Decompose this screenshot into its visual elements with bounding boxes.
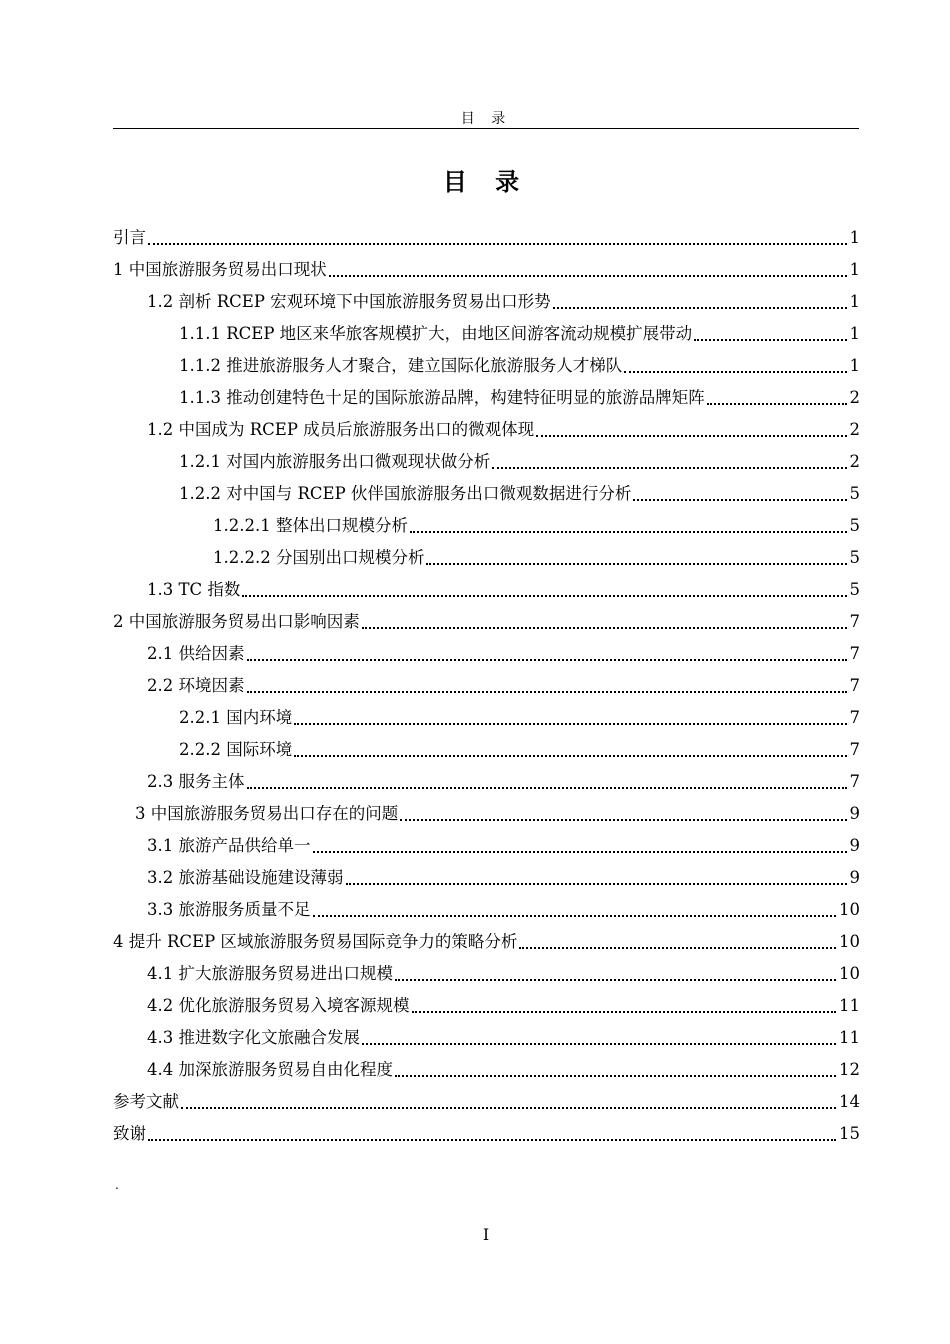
- toc-dot-leader: [148, 243, 847, 245]
- toc-entry[interactable]: [113, 734, 860, 766]
- toc-entry[interactable]: [113, 958, 860, 990]
- table-of-contents: [113, 222, 860, 1150]
- toc-entry-label: 2.3 服务主体: [147, 772, 245, 791]
- toc-entry[interactable]: [113, 1054, 860, 1086]
- toc-entry-label: 1.2.2.2 分国别出口规模分析: [213, 548, 425, 567]
- toc-dot-leader: [633, 499, 846, 501]
- toc-entry-page: 7: [849, 708, 860, 727]
- running-header: 目 录: [460, 111, 512, 127]
- toc-entry[interactable]: [113, 254, 860, 286]
- toc-entry-page: 5: [849, 580, 860, 599]
- toc-entry-page: 15: [839, 1124, 860, 1143]
- toc-dot-leader: [536, 435, 846, 437]
- toc-entry-page: 11: [839, 1028, 860, 1047]
- toc-entry-page: 11: [839, 996, 860, 1015]
- toc-entry-page: 7: [849, 740, 860, 759]
- toc-entry[interactable]: [113, 542, 860, 574]
- toc-entry-label: 参考文献: [113, 1092, 179, 1111]
- toc-entry-page: 12: [839, 1060, 860, 1079]
- toc-entry[interactable]: [113, 1022, 860, 1054]
- toc-dot-leader: [553, 307, 847, 309]
- toc-dot-leader: [426, 563, 846, 565]
- toc-entry-page: 9: [849, 868, 860, 887]
- toc-entry-label: 2.2.2 国际环境: [179, 740, 293, 759]
- toc-entry[interactable]: [113, 414, 860, 446]
- toc-entry-page: 7: [849, 676, 860, 695]
- toc-dot-leader: [242, 595, 846, 597]
- toc-entry-label: 2.1 供给因素: [147, 644, 245, 663]
- toc-entry-label: 1.2 中国成为 RCEP 成员后旅游服务出口的微观体现: [147, 420, 535, 439]
- toc-entry-page: 1: [849, 292, 860, 311]
- toc-entry-page: 5: [849, 484, 860, 503]
- page-number: I: [482, 1225, 490, 1244]
- toc-entry-page: 7: [849, 772, 860, 791]
- toc-entry-page: 9: [849, 836, 860, 855]
- toc-entry[interactable]: [113, 478, 860, 510]
- toc-entry[interactable]: [113, 318, 860, 350]
- toc-dot-leader: [313, 915, 837, 917]
- toc-dot-leader: [294, 755, 846, 757]
- toc-entry-label: 1.1.2 推进旅游服务人才聚合，建立国际化旅游服务人才梯队: [179, 356, 623, 375]
- toc-entry-label: 1 中国旅游服务贸易出口现状: [113, 260, 327, 279]
- toc-entry[interactable]: [113, 350, 860, 382]
- toc-entry-label: 1.2.2 对中国与 RCEP 伙伴国旅游服务出口微观数据进行分析: [179, 484, 632, 503]
- toc-entry-page: 14: [839, 1092, 860, 1111]
- toc-entry-page: 9: [849, 804, 860, 823]
- toc-dot-leader: [410, 531, 847, 533]
- toc-entry-page: 7: [849, 644, 860, 663]
- toc-dot-leader: [313, 851, 847, 853]
- toc-dot-leader: [181, 1107, 836, 1109]
- toc-entry[interactable]: [113, 382, 860, 414]
- toc-entry-page: 10: [839, 900, 860, 919]
- toc-entry-label: 3.3 旅游服务质量不足: [147, 900, 311, 919]
- toc-entry[interactable]: [113, 286, 860, 318]
- toc-entry-page: 5: [849, 516, 860, 535]
- toc-entry-page: 10: [839, 964, 860, 983]
- toc-entry-label: 2.2 环境因素: [147, 676, 245, 695]
- toc-dot-leader: [492, 467, 846, 469]
- toc-dot-leader: [247, 787, 847, 789]
- header-rule: [113, 128, 859, 129]
- toc-entry-label: 2.2.1 国内环境: [179, 708, 293, 727]
- toc-entry-label: 1.3 TC 指数: [147, 580, 241, 599]
- toc-entry-label: 3 中国旅游服务贸易出口存在的问题: [135, 804, 399, 823]
- toc-entry-label: 1.1.1 RCEP 地区来华旅客规模扩大，由地区间游客流动规模扩展带动: [179, 324, 693, 343]
- toc-entry-page: 7: [849, 612, 860, 631]
- toc-dot-leader: [329, 275, 847, 277]
- toc-entry[interactable]: [113, 990, 860, 1022]
- toc-dot-leader: [624, 371, 846, 373]
- toc-dot-leader: [294, 723, 846, 725]
- toc-dot-leader: [362, 1043, 836, 1045]
- toc-entry[interactable]: [113, 638, 860, 670]
- toc-entry-page: 2: [849, 420, 860, 439]
- toc-entry-page: 2: [849, 388, 860, 407]
- toc-entry[interactable]: [113, 894, 860, 926]
- toc-entry-label: 1.1.3 推动创建特色十足的国际旅游品牌，构建特征明显的旅游品牌矩阵: [179, 388, 705, 407]
- toc-dot-leader: [412, 1011, 837, 1013]
- toc-dot-leader: [395, 1075, 836, 1077]
- toc-entry-label: 3.1 旅游产品供给单一: [147, 836, 311, 855]
- page-title: 目 录: [442, 168, 530, 196]
- toc-dot-leader: [707, 403, 847, 405]
- toc-entry-label: 1.2.2.1 整体出口规模分析: [213, 516, 408, 535]
- toc-entry-label: 4.1 扩大旅游服务贸易进出口规模: [147, 964, 393, 983]
- toc-dot-leader: [346, 883, 847, 885]
- toc-dot-leader: [519, 947, 836, 949]
- toc-dot-leader: [395, 979, 836, 981]
- toc-entry[interactable]: [113, 222, 860, 254]
- toc-entry[interactable]: [113, 574, 860, 606]
- toc-entry[interactable]: [113, 606, 860, 638]
- toc-entry-label: 4.4 加深旅游服务贸易自由化程度: [147, 1060, 393, 1079]
- toc-entry-page: 2: [849, 452, 860, 471]
- toc-entry-label: 1.2 剖析 RCEP 宏观环境下中国旅游服务贸易出口形势: [147, 292, 551, 311]
- toc-entry-label: 3.2 旅游基础设施建设薄弱: [147, 868, 344, 887]
- toc-dot-leader: [362, 627, 847, 629]
- toc-entry-label: 致谢: [113, 1124, 146, 1143]
- toc-entry[interactable]: [113, 702, 860, 734]
- toc-dot-leader: [247, 659, 847, 661]
- toc-entry[interactable]: [113, 1118, 860, 1150]
- toc-entry-page: 1: [849, 324, 860, 343]
- toc-entry-label: 1.2.1 对国内旅游服务出口微观现状做分析: [179, 452, 491, 471]
- toc-entry-page: 1: [849, 260, 860, 279]
- toc-entry-page: 1: [849, 228, 860, 247]
- toc-entry[interactable]: [113, 510, 860, 542]
- toc-entry[interactable]: [113, 670, 860, 702]
- toc-entry[interactable]: [113, 830, 860, 862]
- toc-entry-label: 引言: [113, 228, 146, 247]
- toc-entry-page: 5: [849, 548, 860, 567]
- toc-entry[interactable]: [113, 862, 860, 894]
- toc-entry[interactable]: [113, 766, 860, 798]
- toc-entry[interactable]: [113, 926, 860, 958]
- toc-dot-leader: [400, 819, 846, 821]
- toc-entry-page: 10: [839, 932, 860, 951]
- toc-dot-leader: [148, 1139, 836, 1141]
- toc-entry[interactable]: [113, 446, 860, 478]
- toc-dot-leader: [694, 339, 846, 341]
- toc-entry[interactable]: [113, 798, 860, 830]
- toc-entry[interactable]: [113, 1086, 860, 1118]
- toc-entry-label: 2 中国旅游服务贸易出口影响因素: [113, 612, 360, 631]
- toc-entry-label: 4.3 推进数字化文旅融合发展: [147, 1028, 360, 1047]
- stray-mark: .: [115, 1178, 119, 1192]
- toc-dot-leader: [247, 691, 847, 693]
- toc-entry-page: 1: [849, 356, 860, 375]
- toc-entry-label: 4 提升 RCEP 区域旅游服务贸易国际竞争力的策略分析: [113, 932, 518, 951]
- toc-entry-label: 4.2 优化旅游服务贸易入境客源规模: [147, 996, 410, 1015]
